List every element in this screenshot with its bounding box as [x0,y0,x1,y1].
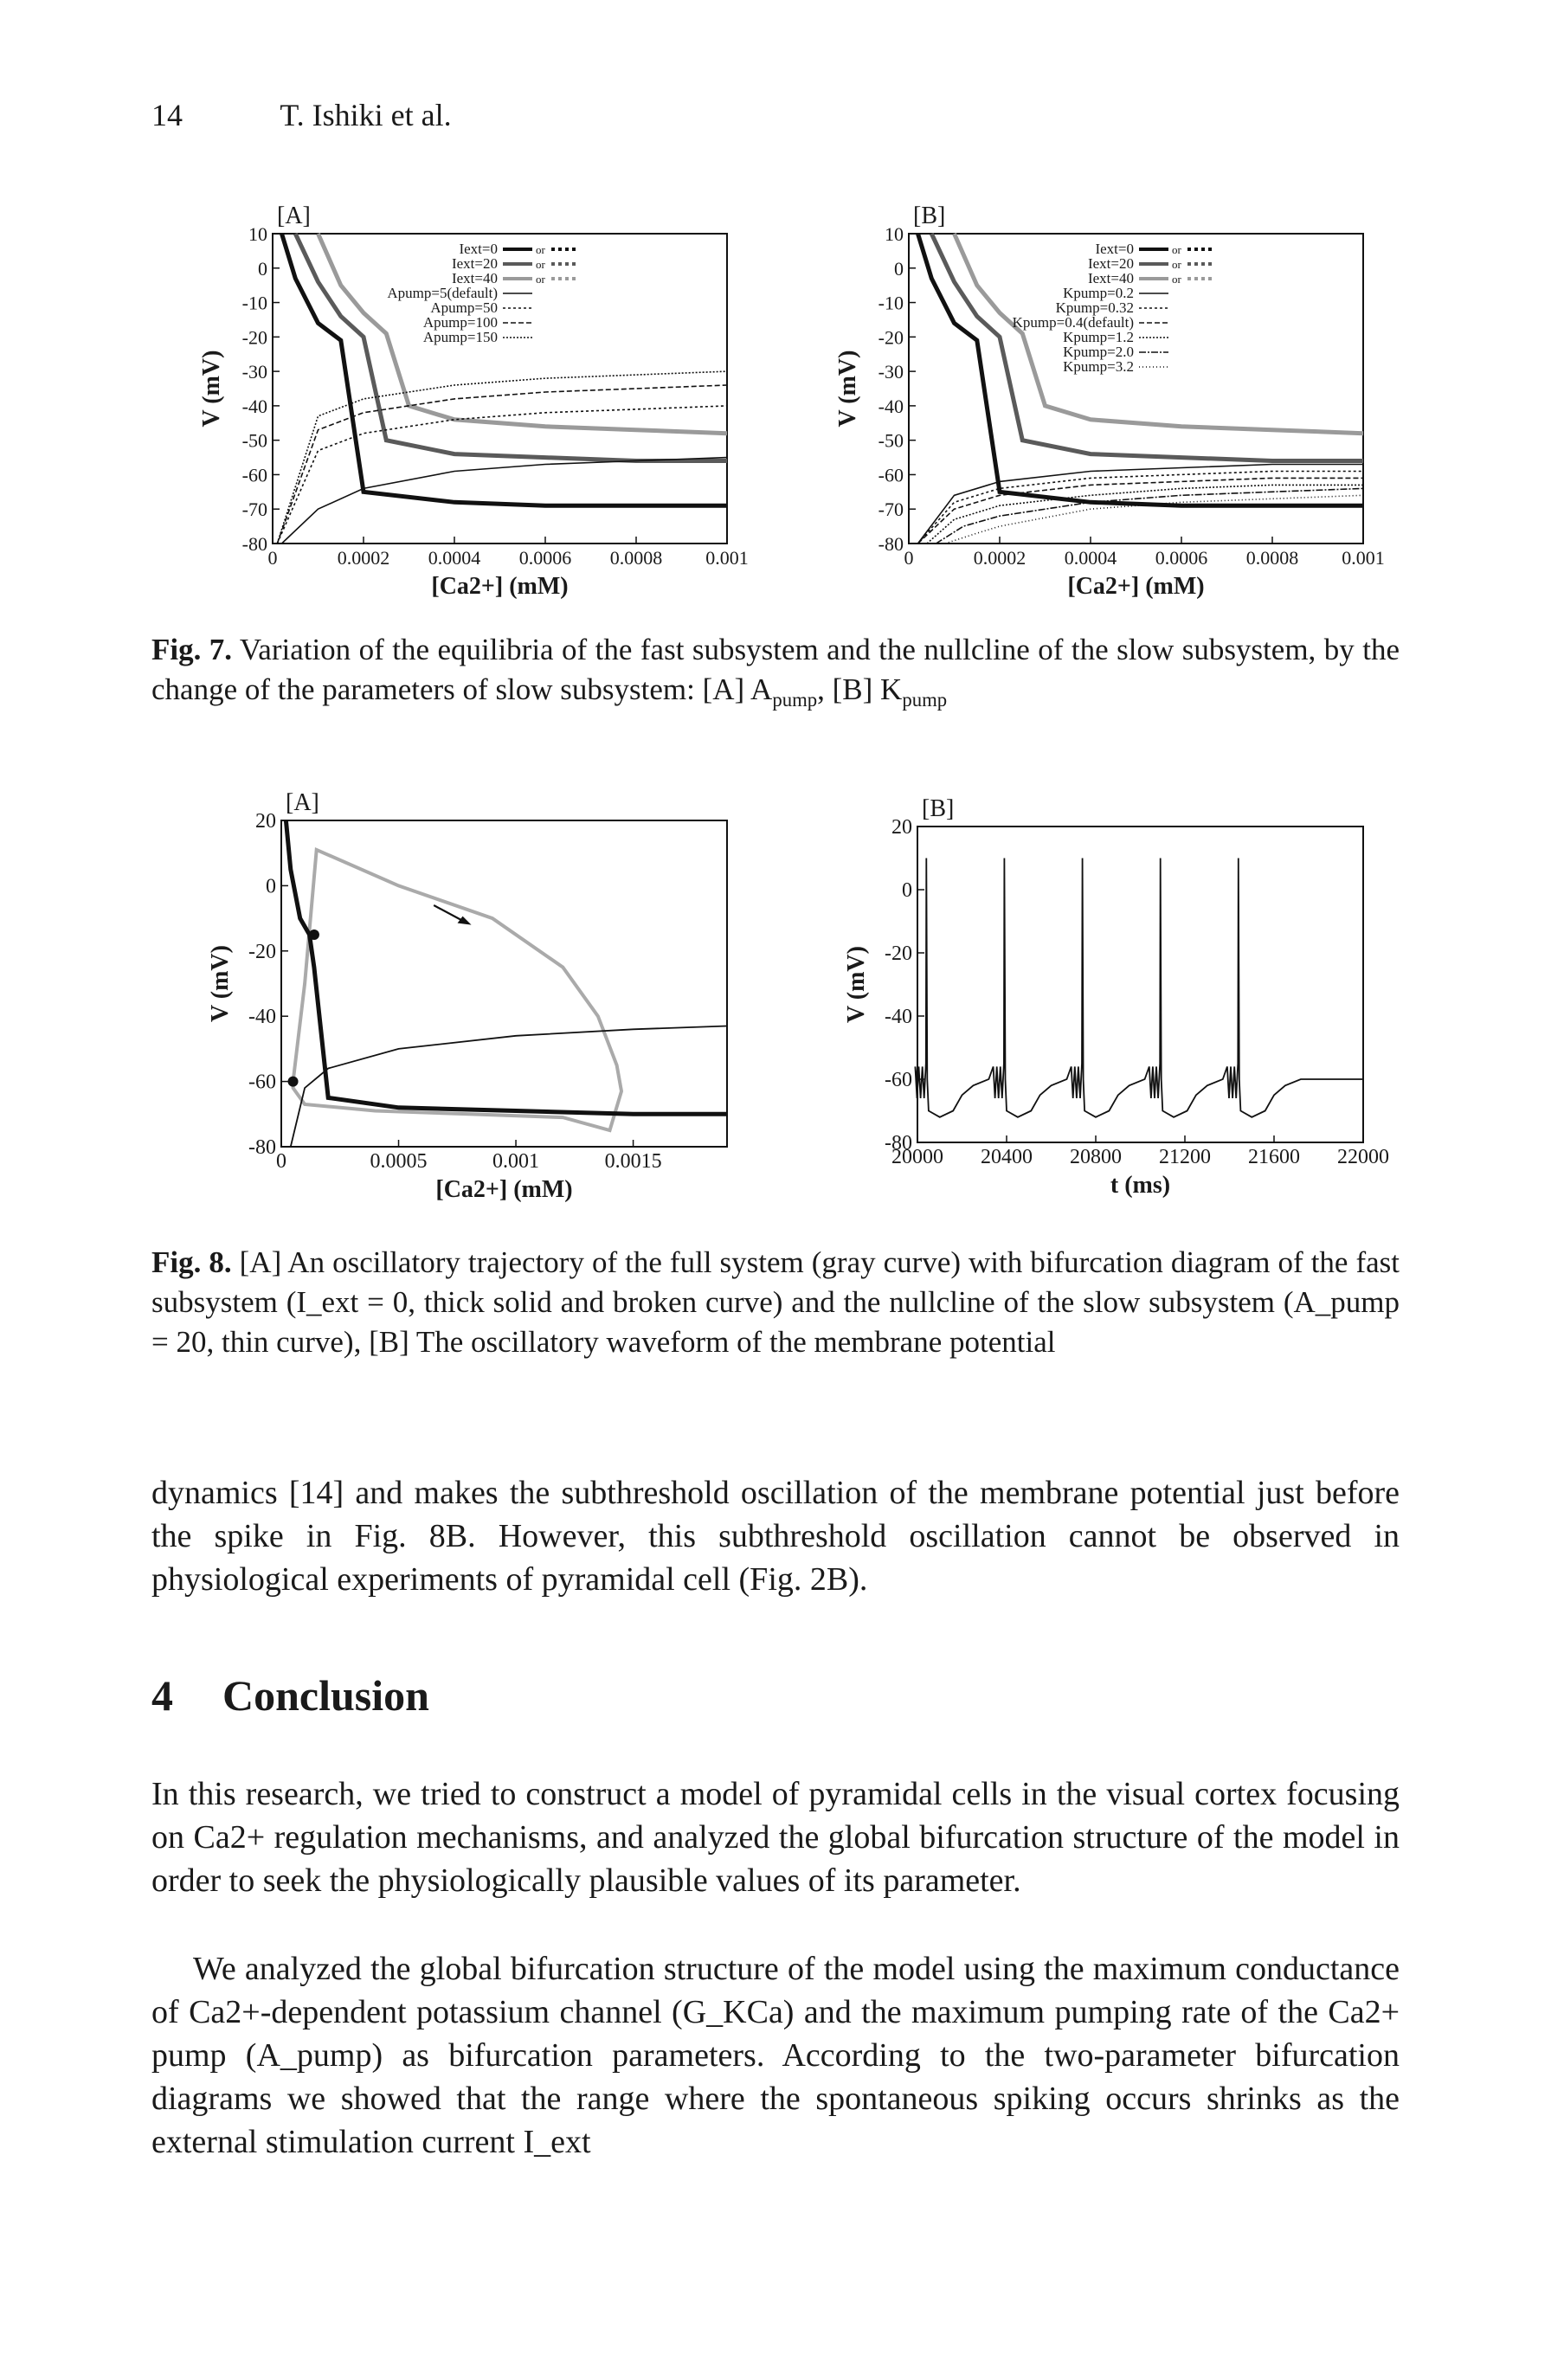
fig7A-ylabel: V (mV) [198,350,225,428]
fig7A-legend-label: Iext=0 [459,241,498,257]
fig8A-frame [281,820,727,1147]
fig7A-ytick-label: 0 [258,257,267,280]
fig8a-arrow-head [458,917,472,925]
fig7A-legend-label: Iext=20 [451,255,498,272]
fig7B-series-line [936,488,1364,544]
fig8-caption [151,1243,1400,1362]
fig7B-xtick-label: 0.0006 [1155,547,1208,569]
fig8B-xtick-label: 20000 [891,1146,943,1168]
fig8B-ytick-label: -80 [885,1132,912,1155]
fig7B-panel-label: [B] [913,203,946,229]
fig7B-series-line [931,234,1363,461]
fig7A-xtick-label: 0 [267,547,278,569]
fig7B-legend-label: Kpump=1.2 [1063,329,1134,345]
fig7A-legend-label: Apump=150 [422,329,498,345]
section-number: 4 [151,1671,173,1720]
fig7B-ytick-label: -30 [878,361,904,383]
fig8A-panel-label: [A] [286,789,319,816]
fig8b-chart [818,788,1389,1212]
fig7A-legend-or: or [536,273,545,286]
fig8A-ytick-label: 20 [255,810,276,833]
fig7B-ytick-label: 0 [894,257,904,280]
fig8A-ytick-label: -20 [248,940,276,963]
fig8B-xtick-label: 21200 [1159,1146,1211,1168]
fig8B-ytick-label: 0 [902,879,912,902]
fig7A-ytick-label: -60 [241,464,267,486]
fig7B-legend-label: Iext=20 [1087,255,1134,272]
fig7B-legend-label: Kpump=2.0 [1063,344,1134,360]
fig8B-xtick-label: 20800 [1070,1146,1122,1168]
running-header [151,97,452,133]
body-paragraph-3: We analyzed the global bifurcation structure of the model using the maximum conductance of Ca2+-dependent potassium channel (G_KCa) and the maximum pumping rate of the Ca2+ pump (A_pump) as bifurcation parameters. According to the two-parameter bifurcation diagrams we showed that the range where the spontaneous spiking occurs shrinks as the external stimulation current I_ext [151,1951,1400,2160]
fig7A-xtick-label: 0.0002 [337,547,390,569]
fig7A-series-line [295,234,727,461]
fig8B-ylabel: V (mV) [843,946,870,1023]
fig7B-ytick-label: -50 [878,429,904,452]
fig7A-series-line [282,458,728,544]
fig7A-legend-label: Apump=50 [430,299,498,316]
fig7A-series-line [277,406,727,544]
fig8B-xtick-label: 21600 [1248,1146,1300,1168]
fig7B-ytick-label: -20 [878,326,904,349]
fig7-caption-sub1: pump [772,689,818,711]
page-number: 14 [151,98,183,132]
fig8a-series-line [293,850,621,1130]
fig8B-ytick-label: -60 [885,1069,912,1091]
fig7-caption-mid: , [B] K [817,672,903,706]
fig7B-ytick-label: -60 [878,464,904,486]
fig8A-xtick-label: 0.0005 [370,1150,428,1173]
fig7A-panel-label: [A] [277,203,311,229]
fig7B-xtick-label: 0.001 [1342,547,1385,569]
fig8A-ytick-label: -60 [248,1071,276,1094]
fig8B-xlabel: t (ms) [1110,1172,1171,1199]
fig7B-legend-or: or [1172,258,1181,271]
fig7A-legend-or: or [536,243,545,256]
fig7A-legend-or: or [536,258,545,271]
fig7A-legend-label: Apump=100 [422,314,498,331]
fig8A-ytick-label: -80 [248,1136,276,1159]
fig7A-xlabel: [Ca2+] (mM) [431,573,569,600]
fig8A-xlabel: [Ca2+] (mM) [435,1176,573,1203]
fig7A-legend-label: Apump=5(default) [387,285,498,301]
fig7A-ytick-label: -40 [241,395,267,417]
fig7B-legend-or: or [1172,273,1181,286]
fig8A-ytick-label: 0 [266,875,276,898]
fig7B-xtick-label: 0.0002 [973,547,1026,569]
fig8A-ytick-label: -40 [248,1006,276,1029]
fig7B-xtick-label: 0 [904,547,914,569]
fig7A-series-line [282,234,728,505]
fig7A-ytick-label: -10 [241,292,267,314]
fig7B-series-line [927,485,1363,544]
fig7A-ytick-label: -70 [241,499,267,521]
fig7b-chart [818,199,1385,606]
fig7A-legend-label: Iext=40 [451,270,498,286]
fig8a-chart [182,779,744,1212]
fig7B-xtick-label: 0.0008 [1245,547,1299,569]
fig7B-legend-label: Kpump=0.4(default) [1012,314,1134,331]
fig7A-xtick-label: 0.0004 [428,547,481,569]
fig8B-frame [917,827,1363,1142]
fig8a-equilibrium-point [288,1077,299,1087]
fig7A-ytick-label: 10 [248,223,267,245]
fig8-caption-text: [A] An oscillatory trajectory of the full system (gray curve) with bifurcation diagram of the fast subsystem (I_ext = 0, thick solid and broken curve) and the nullcline of the slow subsystem (A_pump = 20, thin curve), [B] The oscillatory waveform of the membrane potential [151,1245,1400,1359]
fig8A-ylabel: V (mV) [207,945,234,1022]
fig8A-xtick-label: 0 [276,1150,286,1173]
fig7B-legend-label: Kpump=3.2 [1063,358,1134,375]
fig7a-chart [182,199,749,606]
fig7B-ytick-label: -70 [878,499,904,521]
section-heading [151,1670,429,1721]
fig8B-ytick-label: -20 [885,942,912,965]
fig7B-legend-label: Iext=0 [1095,241,1134,257]
fig8-caption-label: Fig. 8. [151,1245,232,1279]
fig7B-xtick-label: 0.0004 [1064,547,1117,569]
fig8B-panel-label: [B] [922,795,955,822]
fig7B-legend-or: or [1172,243,1181,256]
fig7B-ylabel: V (mV) [834,350,861,428]
body-paragraph-2: In this research, we tried to construct a model of pyramidal cells in the visual cortex focusing on Ca2+ regulation mechanisms, and analyzed the global bifurcation structure of the model in order to seek the physiologically plausible values of its parameter. [151,1776,1400,1899]
fig8B-xtick-label: 22000 [1337,1146,1389,1168]
fig7A-xtick-label: 0.0006 [518,547,572,569]
section-title: Conclusion [222,1671,429,1720]
fig8a-equilibrium-point [309,929,319,940]
fig7B-ytick-label: -80 [878,533,904,555]
fig7A-ytick-label: -50 [241,429,267,452]
fig7B-legend-label: Iext=40 [1087,270,1134,286]
running-authors: T. Ishiki et al. [280,98,452,132]
fig7A-ytick-label: -80 [241,533,267,555]
fig8a-series-line [291,1026,727,1148]
fig8A-xtick-label: 0.0015 [604,1150,662,1173]
fig7B-xlabel: [Ca2+] (mM) [1067,573,1205,600]
fig7A-ytick-label: -30 [241,361,267,383]
fig7-caption [151,630,1400,720]
fig8b-waveform [915,859,1363,1117]
body-paragraph-1: dynamics [14] and makes the subthreshold oscillation of the membrane potential just before the spike in Fig. 8B. However, this subthreshold oscillation cannot be observed in physiological experiments of pyramidal cell (Fig. 2B). [151,1475,1400,1598]
fig7A-xtick-label: 0.0008 [609,547,663,569]
fig7-caption-text: Variation of the equilibria of the fast subsystem and the nullcline of the slow subsystem, by the change of the parameters of slow subsystem: [A] A [151,633,1400,706]
fig7-caption-label: Fig. 7. [151,633,233,666]
fig8B-ytick-label: -40 [885,1006,912,1028]
fig7B-ytick-label: 10 [885,223,904,245]
fig8B-xtick-label: 20400 [981,1146,1033,1168]
fig7B-legend-label: Kpump=0.2 [1063,285,1134,301]
fig7B-legend-label: Kpump=0.32 [1055,299,1134,316]
fig7A-xtick-label: 0.001 [705,547,749,569]
fig7B-series-line [918,478,1364,544]
fig7B-ytick-label: -10 [878,292,904,314]
fig7-caption-sub2: pump [902,689,948,711]
fig8A-xtick-label: 0.001 [492,1150,540,1173]
fig7B-ytick-label: -40 [878,395,904,417]
fig8B-ytick-label: 20 [891,816,912,839]
fig7A-ytick-label: -20 [241,326,267,349]
